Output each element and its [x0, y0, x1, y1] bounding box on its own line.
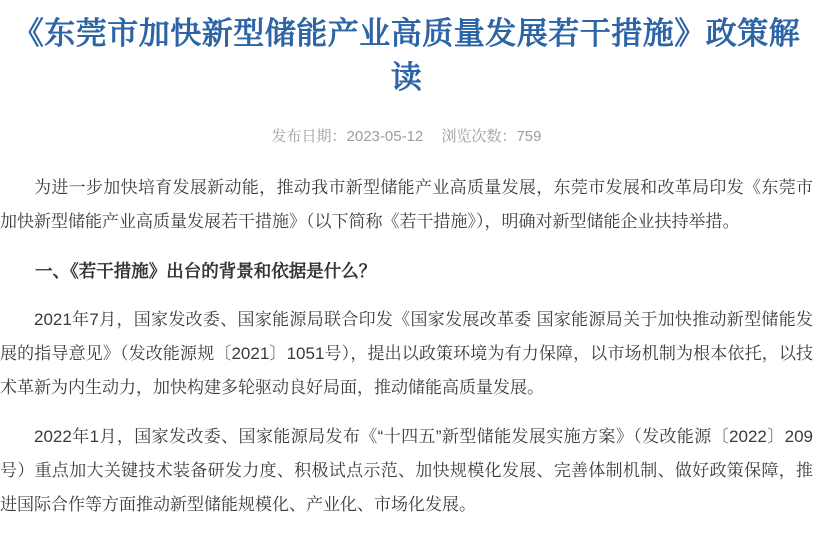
paragraph-2021-policy: 2021年7月，国家发改委、国家能源局联合印发《国家发展改革委 国家能源局关于加快推动新型储能发展的指导意见》（发改能源规〔2021〕1051号），提出以政策环境为有力保障，以市场机制为根本依托，以技术革新为内生动力，加快构建多轮驱动良好局面，推动储能高质量发展。	[0, 310, 813, 397]
view-count: 浏览次数：759	[441, 128, 542, 145]
page-title: 《东莞市加快新型储能产业高质量发展若干措施》政策解读	[12, 16, 801, 95]
paragraph-2022-policy: 2022年1月，国家发改委、国家能源局发布《“十四五”新型储能发展实施方案》（发改能源〔2022〕209号）重点加大关键技术装备研发力度、积极试点示范、加快规模化发展、完善体制机制、做好政策保障，推进国际合作等方面推动新型储能规模化、产业化、市场化发展。	[0, 427, 813, 514]
intro-paragraph: 为进一步加快培育发展新动能，推动我市新型储能产业高质量发展，东莞市发展和改革局印发《东莞市加快新型储能产业高质量发展若干措施》（以下简称《若干措施》），明确对新型储能企业扶持举措。	[0, 178, 813, 231]
article-meta	[0, 127, 813, 147]
policy-article-page	[0, 12, 813, 522]
section-heading-background: 一、《若干措施》出台的背景和依据是什么？	[35, 261, 377, 281]
article-body	[0, 171, 813, 522]
publish-date: 发布日期：2023-05-12	[271, 128, 424, 145]
